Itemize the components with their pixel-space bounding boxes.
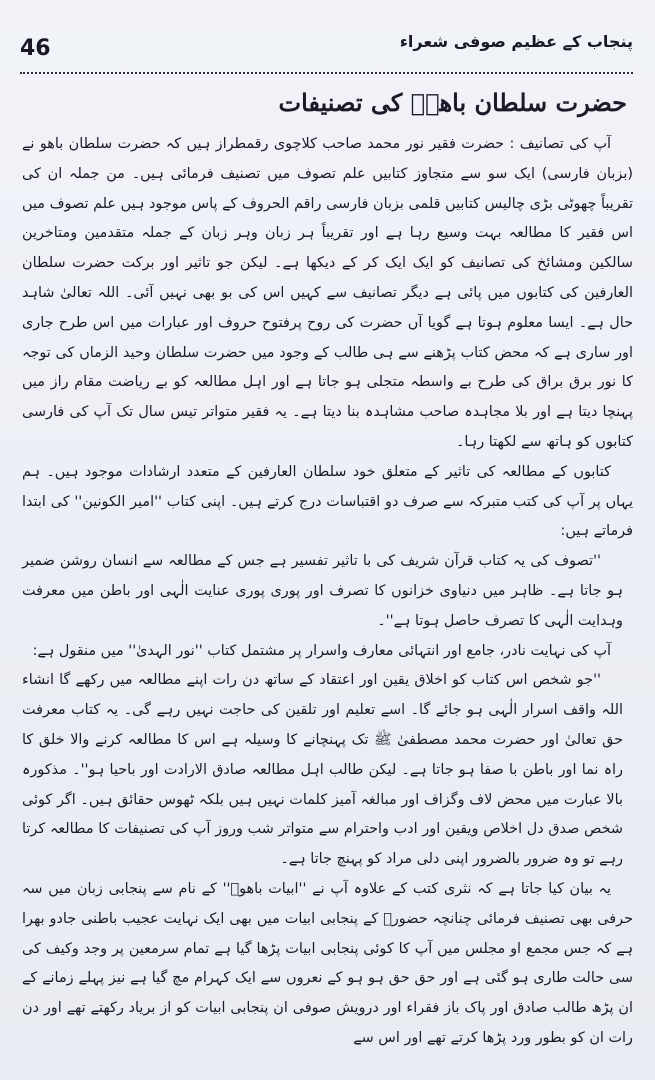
header-divider — [20, 72, 633, 74]
paragraph-1: آپ کی تصانیف : حضرت فقیر نور محمد صاحب کلاچوی رقمطراز ہیں کہ حضرت سلطان باھو نے (بزبان فارسی) ایک سو سے متجاوز کتابیں علم تصوف میں تصنیف فرمائی ہیں۔ من جملہ ان کی تقریباً چھوٹی بڑی چالیس کتابیں قلمی بزبان فارسی راقم الحروف کے پاس موجود ہیں علم تصوف میں اس فقیر کا مطالعہ بہت وسیع رہا ہے اور تقریباً ہر زبان وہر زبان کے جملہ متقدمین ومتاخرین سالکین ومشائخ کی تصانیف کو ایک ایک کر کے دیکھا ہے۔ لیکن جو تاثیر اور برکت حضرت سلطان العارفین کی کتابوں میں پائی ہے دیگر تصانیف سے کہیں اس کی بو بھی نہیں آئی۔ اللہ تعالیٰ شاہد حال ہے۔ ایسا معلوم ہوتا ہے گویا آں حضرت کی روح پرفتوح حروف اور عبارات میں اس طرح جاری اور ساری ہے کہ محض کتاب پڑھنے سے ہی طالب کے وجود میں حضرت سلطان وحید الزماں کی توجہ کا نور برق براق کی طرح بے واسطہ متجلی ہو جاتا ہے اور اہل مطالعہ کو بے ریاضت مقام راز میں پہنچا دیتا ہے اور بلا مجاہدہ صاحب مشاہدہ بنا دیتا ہے۔ یہ فقیر متواتر تیس سال تک آپ کی فارسی کتابوں کو ہاتھ سے لکھتا رہا۔ — [22, 136, 633, 450]
quote-2: ''جو شخص اس کتاب کو اخلاق یقین اور اعتقاد کے ساتھ دن رات اپنے مطالعہ میں رکھے گا انشاء اللہ واقف اسرار الٰہی ہو جائے گا۔ اسے تعلیم اور تلقین کی حاجت نہیں رہے گی۔ یہ کتاب معرفت حق تعالیٰ اور حضرت محمد مصطفیٰ ﷺ تک پہنچانے کا وسیلہ ہے اس کا مطالعہ کرنے والا خلق کا راہ نما اور باطن با صفا ہو جاتا ہے۔ لیکن طالب اہل مطالعہ صادق الارادت اور باحیا ہو''۔ مذکورہ بالا عبارت میں محض لاف وگزاف اور مبالغہ آمیز کلمات نہیں ہیں بلکہ ٹھوس حقائق ہیں۔ اگر کوئی شخص صدق دل اخلاص ویقین اور ادب واحترام سے متواتر شب وروز آپ کی تصنیفات کا مطالعہ کرتا رہے تو وہ ضرور بالضرور اپنی دلی مراد کو پہنچ جاتا ہے۔ — [22, 672, 623, 868]
paragraph-3: آپ کی نہایت نادر، جامع اور انتہائی معارف واسرار پر مشتمل کتاب ''نور الہدیٰ'' میں منقول ہے: — [32, 642, 611, 659]
page-number: 46 — [20, 36, 51, 61]
paragraph-4: یہ بیان کیا جاتا ہے کہ نثری کتب کے علاوہ آپ نے ''ابیات باھوؒ'' کے نام سے پنجابی زبان میں سہ حرفی بھی تصنیف فرمائی چنانچہ حضورؒ کے پنجابی ابیات میں بھی ایک نہایت عجیب باطنی جادو بھرا ہے کہ جس مجمع او مجلس میں آپ کا کوئی پنجابی ابیات پڑھا گیا ہے تمام سرمعین پر وجد وکیف کی سی حالت طاری ہو گئی ہے اور حق حق ہو ہو کے نعروں سے ایک کہرام مچ گیا ہے نیز پہلے زمانے کے ان پڑھ طالب صادق اور پاک باز فقراء اور درویش صوفی ان پنجابی ابیات کو از بریاد رکھتے تھے اور دن رات ان کو بطور ورد پڑھا کرتے تھے اور اس سے — [22, 880, 633, 1046]
body-text — [22, 130, 633, 1072]
running-title: پنجاب کے عظیم صوفی شعراء — [399, 32, 633, 51]
quote-1: ''تصوف کی یہ کتاب قرآن شریف کی با تاثیر تفسیر ہے جس کے مطالعہ سے انسان روشن ضمیر ہو جاتا ہے۔ ظاہر میں دنیاوی خزانوں کا تصرف اور پوری پوری عنایت الٰہی اور باطن میں معرفت وہدایت الٰہی کا تصرف حاصل ہوتا ہے''۔ — [22, 553, 623, 629]
paragraph-2: کتابوں کے مطالعہ کی تاثیر کے متعلق خود سلطان العارفین کے متعدد ارشادات موجود ہیں۔ ہم یہاں پر آپ کی کتب متبرکہ سے صرف دو اقتباسات درج کرتے ہیں۔ اپنی کتاب ''امیر الکونین'' کی ابتدا فرماتے ہیں: — [22, 463, 633, 540]
chapter-title: حضرت سلطان باھوؒ کی تصنیفات — [278, 88, 627, 117]
running-header — [20, 32, 633, 72]
